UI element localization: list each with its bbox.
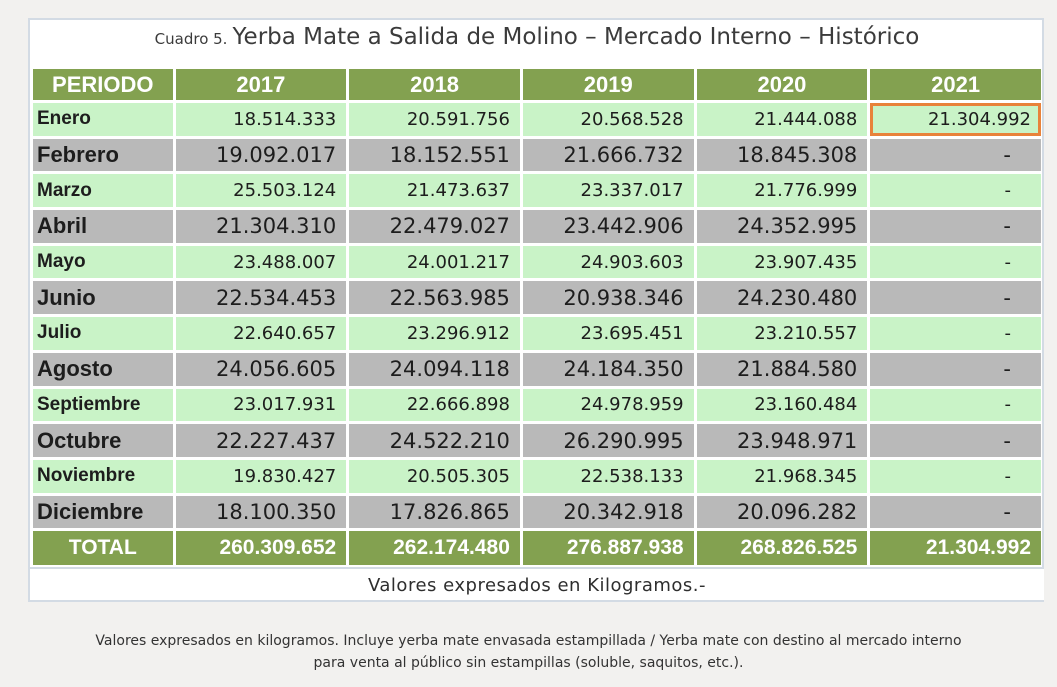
total-value-cell: 276.887.938 <box>523 531 694 565</box>
value-cell: 20.342.918 <box>523 496 694 529</box>
value-cell: 22.538.133 <box>523 460 694 493</box>
value-cell: 24.352.995 <box>697 210 868 243</box>
month-cell: Octubre <box>33 424 173 457</box>
table-row <box>33 103 1041 136</box>
value-cell: 23.017.931 <box>176 389 347 422</box>
header-2017: 2017 <box>176 69 347 100</box>
header-2019: 2019 <box>523 69 694 100</box>
header-2018: 2018 <box>349 69 520 100</box>
value-cell: - <box>870 353 1041 386</box>
value-cell: 24.094.118 <box>349 353 520 386</box>
value-cell: 18.100.350 <box>176 496 347 529</box>
value-cell: 21.444.088 <box>697 103 868 136</box>
table-row <box>33 460 1041 493</box>
month-cell: Enero <box>33 103 173 136</box>
footnote <box>0 630 1057 674</box>
value-cell: 19.830.427 <box>176 460 347 493</box>
header-2021: 2021 <box>870 69 1041 100</box>
total-value-cell: 262.174.480 <box>349 531 520 565</box>
value-cell: 20.938.346 <box>523 281 694 314</box>
total-row <box>33 531 1041 565</box>
value-cell: 20.096.282 <box>697 496 868 529</box>
value-cell: 22.479.027 <box>349 210 520 243</box>
value-cell: 21.304.992 <box>870 103 1041 136</box>
table-row <box>33 174 1041 207</box>
value-cell: 26.290.995 <box>523 424 694 457</box>
value-cell: 17.826.865 <box>349 496 520 529</box>
table-row <box>33 317 1041 350</box>
value-cell: 24.184.350 <box>523 353 694 386</box>
table-row <box>33 139 1041 172</box>
value-cell: 24.230.480 <box>697 281 868 314</box>
value-cell: - <box>870 317 1041 350</box>
table-row <box>33 496 1041 529</box>
value-cell: 23.442.906 <box>523 210 694 243</box>
value-cell: 21.968.345 <box>697 460 868 493</box>
table-title <box>30 24 1044 64</box>
value-cell: 21.304.310 <box>176 210 347 243</box>
value-cell: 23.337.017 <box>523 174 694 207</box>
table-row <box>33 424 1041 457</box>
value-cell: 18.152.551 <box>349 139 520 172</box>
value-cell: - <box>870 246 1041 279</box>
value-cell: - <box>870 281 1041 314</box>
header-2020: 2020 <box>697 69 868 100</box>
value-cell: 22.666.898 <box>349 389 520 422</box>
month-cell: Abril <box>33 210 173 243</box>
value-cell: 21.666.732 <box>523 139 694 172</box>
value-cell: - <box>870 389 1041 422</box>
month-cell: Junio <box>33 281 173 314</box>
value-cell: 19.092.017 <box>176 139 347 172</box>
production-table <box>30 66 1044 568</box>
month-cell: Noviembre <box>33 460 173 493</box>
value-cell: 22.534.453 <box>176 281 347 314</box>
total-value-cell: 260.309.652 <box>176 531 347 565</box>
unit-note: Valores expresados en Kilogramos.- <box>30 567 1044 600</box>
value-cell: 20.505.305 <box>349 460 520 493</box>
table-row <box>33 389 1041 422</box>
value-cell: - <box>870 424 1041 457</box>
value-cell: 24.903.603 <box>523 246 694 279</box>
header-row <box>33 69 1041 100</box>
value-cell: 23.488.007 <box>176 246 347 279</box>
month-cell: Febrero <box>33 139 173 172</box>
month-cell: Julio <box>33 317 173 350</box>
total-value-cell: 268.826.525 <box>697 531 868 565</box>
footnote-line-2: para venta al público sin estampillas (soluble, saquitos, etc.). <box>313 655 744 671</box>
value-cell: 22.227.437 <box>176 424 347 457</box>
month-cell: Mayo <box>33 246 173 279</box>
value-cell: - <box>870 174 1041 207</box>
value-cell: 20.568.528 <box>523 103 694 136</box>
value-cell: 22.563.985 <box>349 281 520 314</box>
value-cell: 24.978.959 <box>523 389 694 422</box>
month-cell: Agosto <box>33 353 173 386</box>
month-cell: Diciembre <box>33 496 173 529</box>
value-cell: 22.640.657 <box>176 317 347 350</box>
value-cell: 23.296.912 <box>349 317 520 350</box>
table-row <box>33 210 1041 243</box>
value-cell: - <box>870 210 1041 243</box>
footnote-line-1: Valores expresados en kilogramos. Incluye yerba mate envasada estampillada / Yerba mate con destino al mercado interno <box>95 633 962 649</box>
total-value-cell: 21.304.992 <box>870 531 1041 565</box>
value-cell: - <box>870 460 1041 493</box>
total-label: TOTAL <box>33 531 173 565</box>
value-cell: 21.776.999 <box>697 174 868 207</box>
value-cell: 23.210.557 <box>697 317 868 350</box>
month-cell: Septiembre <box>33 389 173 422</box>
title-main: Yerba Mate a Salida de Molino – Mercado Interno – Histórico <box>232 24 920 50</box>
table-row <box>33 246 1041 279</box>
value-cell: 25.503.124 <box>176 174 347 207</box>
month-cell: Marzo <box>33 174 173 207</box>
title-prefix: Cuadro 5. <box>154 30 228 48</box>
value-cell: - <box>870 496 1041 529</box>
value-cell: 23.695.451 <box>523 317 694 350</box>
value-cell: 20.591.756 <box>349 103 520 136</box>
value-cell: 23.160.484 <box>697 389 868 422</box>
value-cell: 21.884.580 <box>697 353 868 386</box>
value-cell: 23.948.971 <box>697 424 868 457</box>
value-cell: 21.473.637 <box>349 174 520 207</box>
value-cell: - <box>870 139 1041 172</box>
table-row <box>33 281 1041 314</box>
value-cell: 24.522.210 <box>349 424 520 457</box>
value-cell: 23.907.435 <box>697 246 868 279</box>
value-cell: 18.514.333 <box>176 103 347 136</box>
header-periodo: PERIODO <box>33 69 173 100</box>
value-cell: 24.056.605 <box>176 353 347 386</box>
value-cell: 24.001.217 <box>349 246 520 279</box>
value-cell: 18.845.308 <box>697 139 868 172</box>
table-row <box>33 353 1041 386</box>
